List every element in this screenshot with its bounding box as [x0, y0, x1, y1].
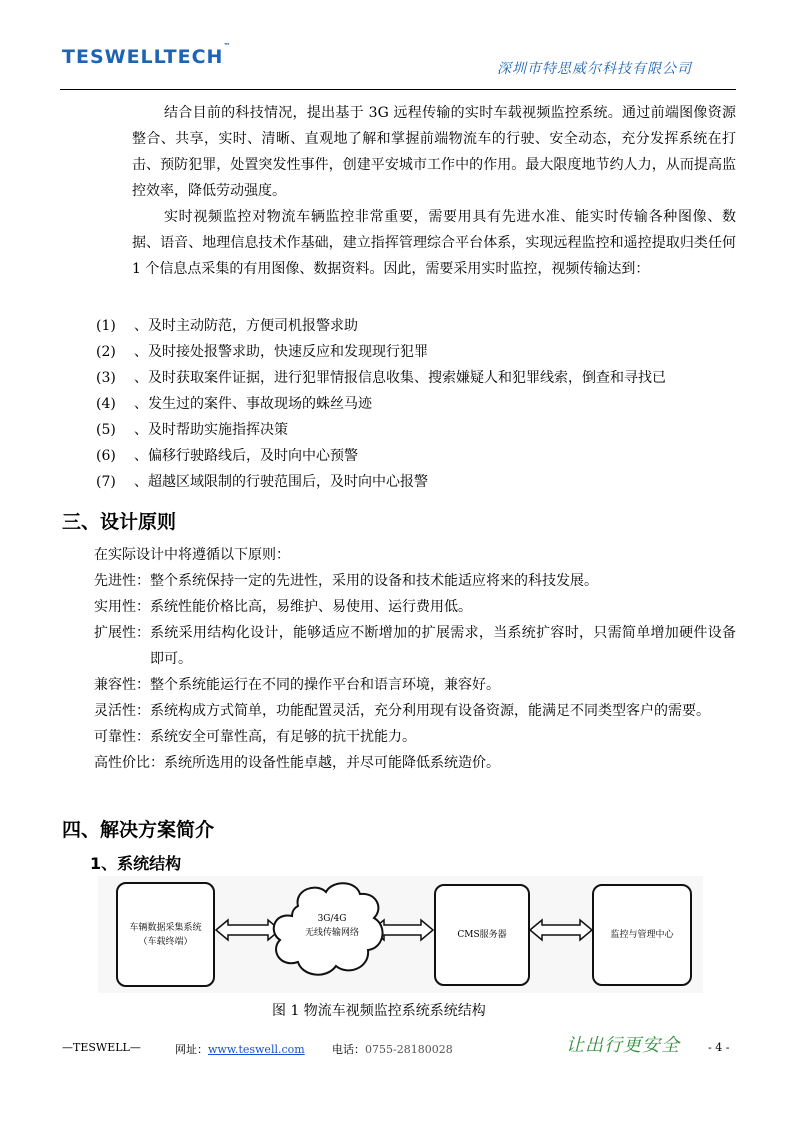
- principle-item: [94, 698, 736, 724]
- list-item: [96, 417, 746, 443]
- list-item-number: (3): [96, 370, 116, 386]
- list-item-text: 、发生过的案件、事故现场的蛛丝马迹: [134, 396, 372, 412]
- list-item: [96, 391, 746, 417]
- figure-caption: 图 1 物流车视频监控系统系统结构: [272, 1003, 486, 1019]
- list-item-text: 、及时接处报警求助，快速反应和发现现行犯罪: [134, 344, 428, 360]
- logo-text: TESWELLTECH: [62, 46, 224, 68]
- principle-label: 先进性：: [94, 573, 150, 589]
- trademark-mark: ™: [223, 42, 232, 50]
- website-link[interactable]: www.teswell.com: [208, 1043, 305, 1056]
- principle-text: 整个系统能运行在不同的操作平台和语言环境，兼容好。: [150, 677, 500, 693]
- header-divider: [60, 89, 736, 90]
- principle-item: [94, 568, 736, 594]
- principle-text: 系统性能价格比高，易维护、易使用、运行费用低。: [150, 599, 472, 615]
- node-label: CMS服务器: [457, 930, 507, 940]
- double-arrow-icon: [216, 920, 280, 940]
- objectives-list: [96, 313, 746, 495]
- principle-text: 系统安全可靠性高，有足够的抗干扰能力。: [150, 729, 416, 745]
- principle-label: 兼容性：: [94, 677, 150, 693]
- principle-label: 灵活性：: [94, 703, 150, 719]
- list-item: [96, 443, 746, 469]
- section-heading-solution-overview: 四、解决方案简介: [62, 819, 215, 841]
- vehicle-data-terminal-node: [116, 882, 215, 987]
- page-number: - 4 -: [708, 1041, 730, 1054]
- list-item-text: 、及时帮助实施指挥决策: [134, 422, 288, 438]
- node-sublabel: （车载终端）: [138, 936, 193, 947]
- list-item-text: 、及时主动防范，方便司机报警求助: [134, 318, 358, 334]
- list-item-number: (1): [96, 318, 116, 334]
- list-item-text: 、及时获取案件证据，进行犯罪情报信息收集、搜索嫌疑人和犯罪线索，倒查和寻找已: [134, 370, 666, 386]
- node-label: 监控与管理中心: [610, 930, 674, 940]
- section-heading-design-principles: 三、设计原则: [62, 511, 177, 533]
- phone-number: 0755-28180028: [365, 1043, 453, 1056]
- footer-phone: [332, 1041, 453, 1057]
- intro-paragraph-1: 结合目前的科技情况，提出基于 3G 远程传输的实时车载视频监控系统。通过前端图像资源整合、共享，实时、清晰、直观地了解和掌握前端物流车的行驶、安全动态，充分发挥系统在打击、预防犯罪，处置突发性事件，创建平安城市工作中的作用。最大限度地节约人力，从而提高监控效率，降低劳动强度。: [132, 105, 736, 199]
- list-item-number: (6): [96, 448, 116, 464]
- subsection-heading-system-structure: 1、系统结构: [90, 854, 182, 873]
- slogan-logo: 让出行更安全: [566, 1035, 680, 1056]
- list-item-text: 、超越区域限制的行驶范围后，及时向中心报警: [134, 474, 428, 490]
- list-item-number: (5): [96, 422, 116, 438]
- phone-label: 电话：: [332, 1043, 365, 1056]
- list-item-number: (7): [96, 474, 116, 490]
- list-item: [96, 365, 746, 391]
- node-sublabel: 无线传输网络: [304, 928, 359, 938]
- intro-paragraph-2: 实时视频监控对物流车辆监控非常重要，需要用具有先进水准、能实时传输各种图像、数据、语音、地理信息技术作基础，建立指挥管理综合平台体系，实现远程监控和遥控提取归类任何 1 个信息点采集的有用图像、数据资料。因此，需要采用实时监控，视频传输达到：: [132, 209, 736, 277]
- principle-text: 系统所选用的设备性能卓越，并尽可能降低系统造价。: [164, 755, 500, 771]
- list-item-number: (4): [96, 396, 116, 412]
- footer-website: [175, 1041, 305, 1057]
- principle-label: 高性价比：: [94, 755, 164, 771]
- principle-label: 可靠性：: [94, 729, 150, 745]
- list-item: [96, 339, 746, 365]
- node-label: 车辆数据采集系统: [129, 922, 202, 933]
- principles-intro: 在实际设计中将遵循以下原则：: [94, 547, 290, 563]
- principle-item: [94, 620, 736, 672]
- principle-item: [94, 672, 736, 698]
- principle-text: 整个系统保持一定的先进性，采用的设备和技术能适应将来的科技发展。: [150, 573, 598, 589]
- principle-item: [94, 724, 736, 750]
- website-label: 网址：: [175, 1043, 208, 1056]
- principle-text: 系统构成方式简单，功能配置灵活，充分利用现有设备资源，能满足不同类型客户的需要。: [150, 703, 710, 719]
- footer-brand: —TESWELL—: [62, 1041, 141, 1054]
- list-item: [96, 313, 746, 339]
- principles-list: [94, 568, 736, 776]
- principle-item: [94, 750, 736, 776]
- list-item: [96, 469, 746, 495]
- system-structure-diagram: [98, 876, 703, 993]
- monitoring-center-node: [592, 884, 692, 986]
- company-logo: [62, 42, 232, 68]
- list-item-number: (2): [96, 344, 116, 360]
- principle-label: 实用性：: [94, 599, 150, 615]
- principle-item: [94, 594, 736, 620]
- principle-label: 扩展性：: [94, 625, 150, 641]
- node-label: 3G/4G: [317, 914, 347, 924]
- cms-server-node: [434, 884, 530, 986]
- list-item-text: 、偏移行驶路线后，及时向中心预警: [134, 448, 358, 464]
- wireless-network-node: [284, 912, 380, 940]
- principle-text: 系统采用结构化设计，能够适应不断增加的扩展需求，当系统扩容时，只需简单增加硬件设备即可。: [150, 625, 736, 667]
- double-arrow-icon: [530, 920, 592, 940]
- company-name: 深圳市特思威尔科技有限公司: [497, 61, 692, 77]
